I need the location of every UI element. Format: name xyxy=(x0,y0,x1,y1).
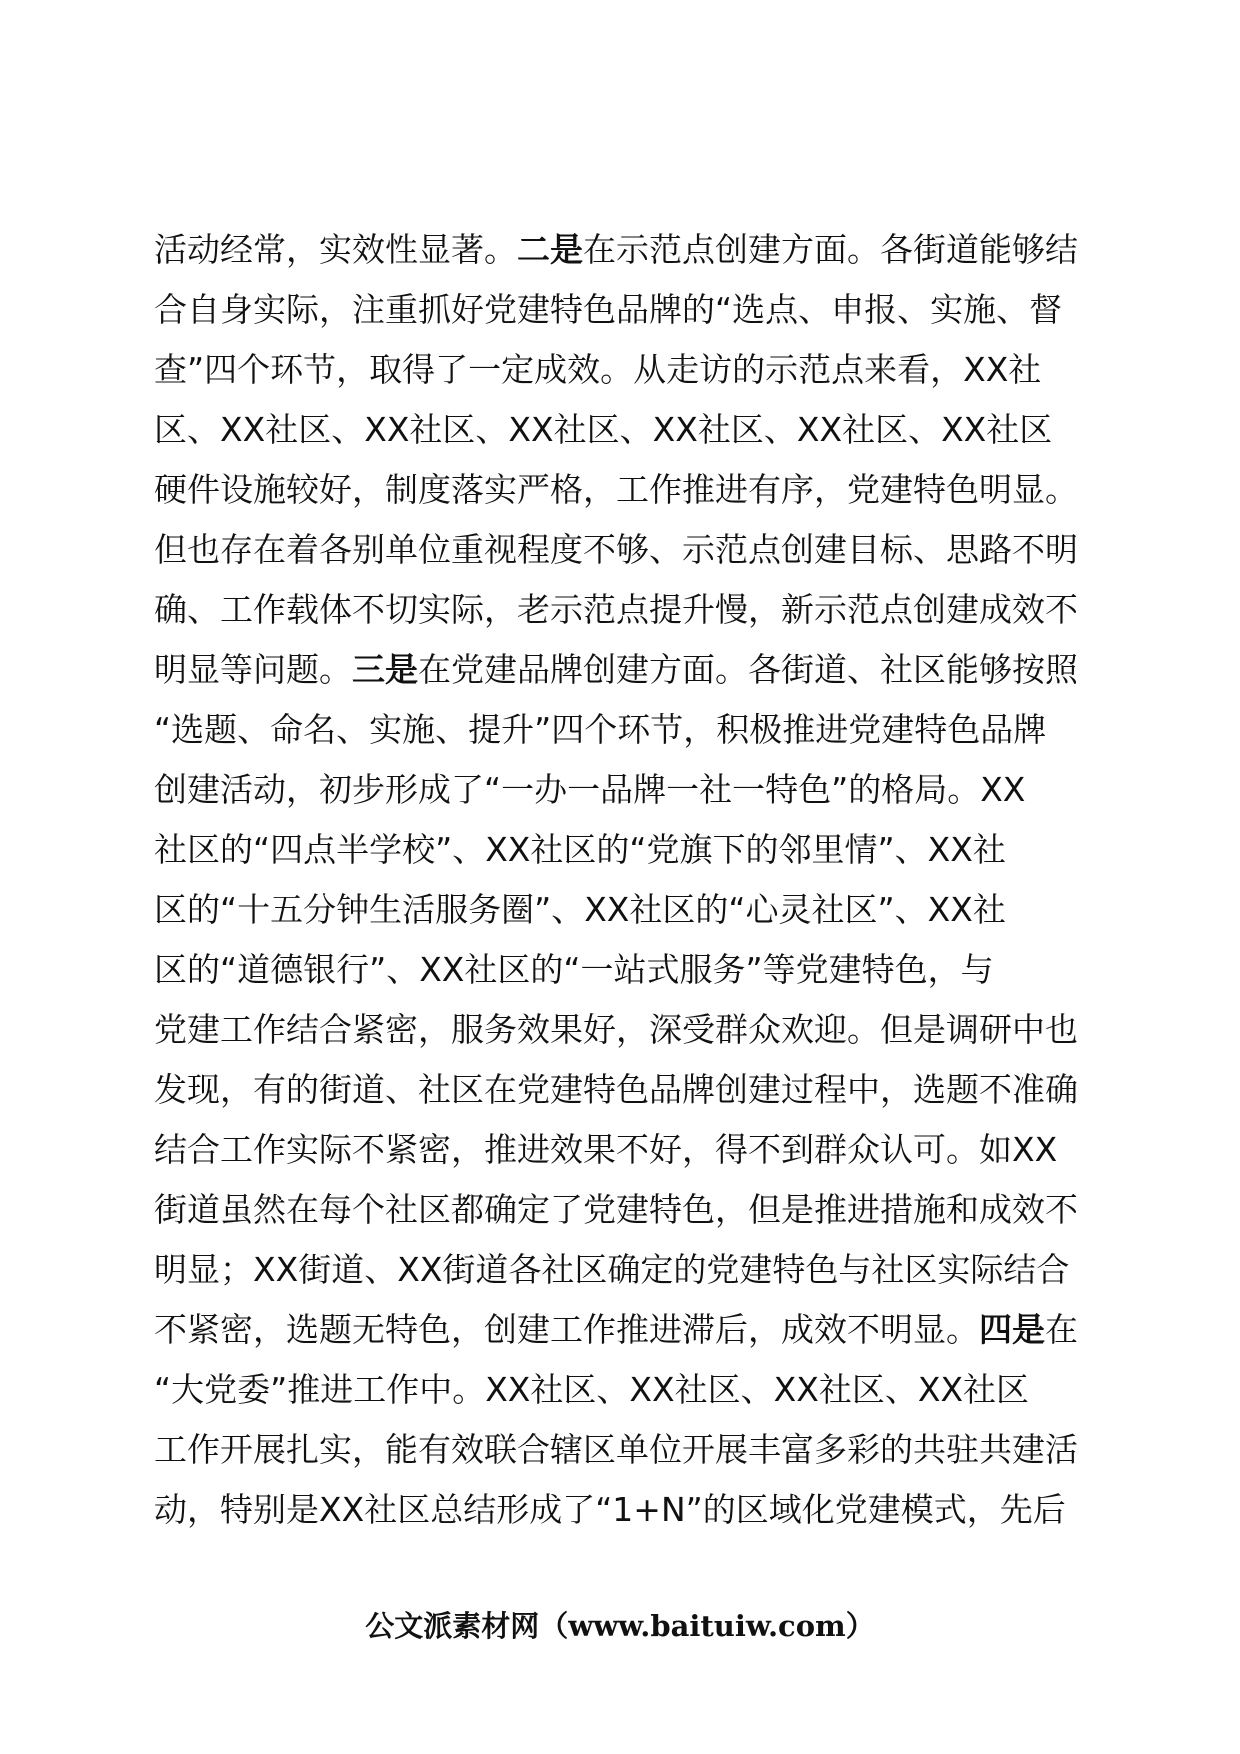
text-line xyxy=(154,1120,1104,1180)
text-run: 活动经常，实效性显著。 xyxy=(154,230,517,269)
text-run: 在党建品牌创建方面。各街道、社区能够按照 xyxy=(418,650,1078,689)
text-line xyxy=(154,1300,1104,1360)
text-line xyxy=(154,760,1104,820)
footer-watermark: 公文派素材网（www.baituiw.com） xyxy=(365,1609,875,1643)
text-line xyxy=(154,1360,1104,1420)
text-line xyxy=(154,340,1104,400)
text-run: “选题、命名、实施、提升”四个环节，积极推进党建特色品牌 xyxy=(154,710,1047,749)
text-line xyxy=(154,640,1104,700)
text-run: 党建工作结合紧密，服务效果好，深受群众欢迎。但是调研中也 xyxy=(154,1010,1078,1049)
text-line xyxy=(154,460,1104,520)
text-line xyxy=(154,1000,1104,1060)
text-run: 查”四个环节，取得了一定成效。从走访的示范点来看，XX社 xyxy=(154,350,1042,389)
text-run: 明显；XX街道、XX街道各社区确定的党建特色与社区实际结合 xyxy=(154,1250,1070,1289)
text-run: 明显等问题。 xyxy=(154,650,352,689)
text-run: 区的“十五分钟生活服务圈”、XX社区的“心灵社区”、XX社 xyxy=(154,890,1006,929)
bold-heading-marker: 四是 xyxy=(979,1310,1045,1349)
text-run: 硬件设施较好，制度落实严格，工作推进有序，党建特色明显。 xyxy=(154,470,1078,509)
text-run: 在示范点创建方面。各街道能够结 xyxy=(583,230,1078,269)
text-run: 创建活动，初步形成了“一办一品牌一社一特色”的格局。XX xyxy=(154,770,1026,809)
text-run: 结合工作实际不紧密，推进效果不好，得不到群众认可。如XX xyxy=(154,1130,1058,1169)
text-line xyxy=(154,220,1104,280)
text-run: 区、XX社区、XX社区、XX社区、XX社区、XX社区、XX社区 xyxy=(154,410,1053,449)
bold-heading-marker: 三是 xyxy=(352,650,418,689)
text-line xyxy=(154,940,1104,1000)
text-line xyxy=(154,1420,1104,1480)
text-run: 合自身实际，注重抓好党建特色品牌的“选点、申报、实施、督 xyxy=(154,290,1063,329)
text-run: 确、工作载体不切实际，老示范点提升慢，新示范点创建成效不 xyxy=(154,590,1078,629)
text-line xyxy=(154,520,1104,580)
text-run: 街道虽然在每个社区都确定了党建特色，但是推进措施和成效不 xyxy=(154,1190,1078,1229)
text-run: 不紧密，选题无特色，创建工作推进滞后，成效不明显。 xyxy=(154,1310,979,1349)
text-line xyxy=(154,700,1104,760)
text-run: 区的“道德银行”、XX社区的“一站式服务”等党建特色，与 xyxy=(154,950,994,989)
text-line xyxy=(154,580,1104,640)
text-line xyxy=(154,1060,1104,1120)
text-run: 动，特别是XX社区总结形成了“1+N”的区域化党建模式，先后 xyxy=(154,1490,1066,1529)
text-line xyxy=(154,1480,1104,1540)
text-run: 社区的“四点半学校”、XX社区的“党旗下的邻里情”、XX社 xyxy=(154,830,1006,869)
text-run: “大党委”推进工作中。XX社区、XX社区、XX社区、XX社区 xyxy=(154,1370,1030,1409)
text-run: 发现，有的街道、社区在党建特色品牌创建过程中，选题不准确 xyxy=(154,1070,1078,1109)
text-run: 在 xyxy=(1045,1310,1078,1349)
text-line xyxy=(154,280,1104,340)
bold-heading-marker: 二是 xyxy=(517,230,583,269)
text-line xyxy=(154,400,1104,460)
text-line xyxy=(154,880,1104,940)
body-text xyxy=(154,220,1104,1540)
text-line xyxy=(154,1180,1104,1240)
text-run: 工作开展扎实，能有效联合辖区单位开展丰富多彩的共驻共建活 xyxy=(154,1430,1078,1469)
text-run: 但也存在着各别单位重视程度不够、示范点创建目标、思路不明 xyxy=(154,530,1078,569)
text-line xyxy=(154,1240,1104,1300)
text-line xyxy=(154,820,1104,880)
